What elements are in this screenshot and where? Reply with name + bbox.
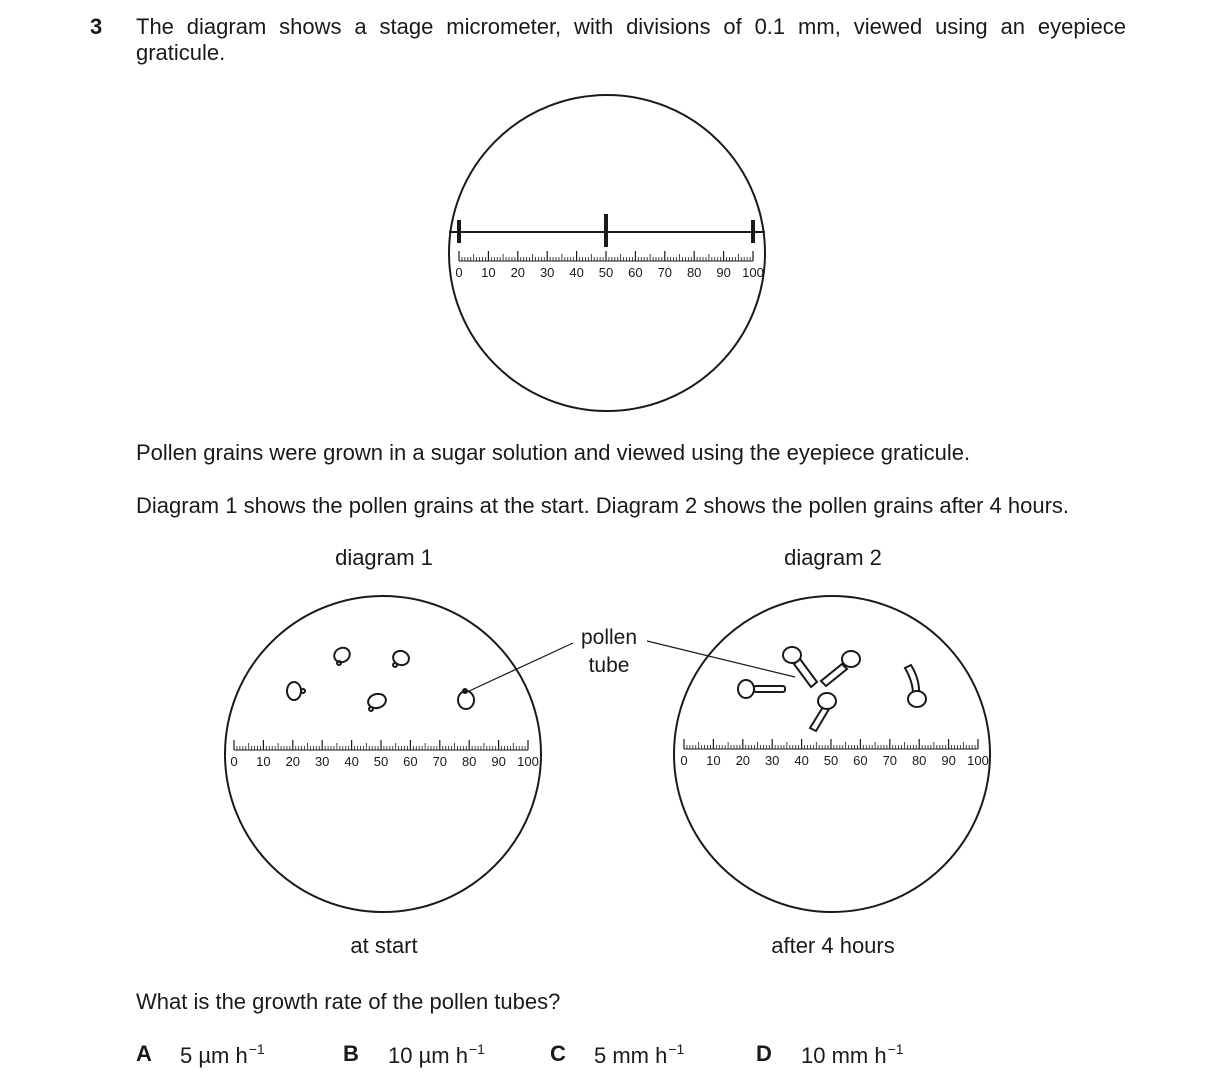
label-leader-line bbox=[467, 643, 573, 692]
eyepiece-graticule-diagram-2 bbox=[680, 739, 988, 768]
graticule-tick-label: 0 bbox=[455, 265, 463, 280]
graticule-tick-label: 90 bbox=[491, 754, 506, 769]
stage-micrometer-scale bbox=[449, 214, 765, 247]
graticule-tick-label: 70 bbox=[432, 754, 448, 769]
graticule-tick-label: 80 bbox=[686, 265, 702, 280]
graticule-tick-label: 100 bbox=[517, 754, 539, 769]
graticule-tick-label: 30 bbox=[764, 753, 780, 768]
option-a-value[interactable]: 5 µm $h^{-1}$ bbox=[180, 1041, 265, 1068]
question-number: 3 bbox=[90, 14, 103, 39]
label-leader-line bbox=[647, 641, 795, 677]
pollen-grain bbox=[908, 691, 926, 707]
field-of-view-top bbox=[449, 95, 765, 411]
graticule-tick-label: 0 bbox=[680, 753, 688, 768]
graticule-tick-label: 30 bbox=[314, 754, 330, 769]
graticule-tick-label: 40 bbox=[344, 754, 359, 769]
pollen-grains-start bbox=[287, 645, 474, 711]
graticule-tick-label: 10 bbox=[481, 265, 496, 280]
pollen-tube-label-line2: tube bbox=[588, 654, 630, 677]
pollen-tube bbox=[794, 659, 817, 687]
pollen-tube bbox=[754, 686, 785, 692]
graticule-tick-label: 10 bbox=[706, 753, 721, 768]
graticule-tick-label: 80 bbox=[461, 754, 477, 769]
pollen-grain bbox=[332, 645, 353, 665]
graticule-tick-label: 20 bbox=[285, 754, 301, 769]
option-d-value[interactable]: 10 mm $h^{-1}$ bbox=[801, 1041, 904, 1068]
option-c-value[interactable]: 5 mm $h^{-1}$ bbox=[594, 1041, 685, 1068]
pollen-tube bbox=[905, 665, 919, 694]
paragraph-2: Diagram 1 shows the pollen grains at the start. Diagram 2 shows the pollen grains after 4 hours. bbox=[136, 493, 1070, 518]
graticule-tick-label: 40 bbox=[794, 753, 809, 768]
pollen-tube bbox=[821, 664, 847, 686]
graticule-tick-label: 50 bbox=[823, 753, 839, 768]
question-prompt: What is the growth rate of the pollen tubes? bbox=[136, 989, 561, 1014]
paragraph-1: Pollen grains were grown in a sugar solution and viewed using the eyepiece graticule. bbox=[136, 440, 971, 465]
pollen-grain bbox=[738, 680, 754, 698]
graticule-tick-label: 60 bbox=[403, 754, 418, 769]
graticule-tick-label: 40 bbox=[569, 265, 584, 280]
pollen-grain bbox=[818, 693, 836, 709]
graticule-tick-label: 10 bbox=[256, 754, 271, 769]
graticule-tick-label: 70 bbox=[882, 753, 898, 768]
graticule-tick-label: 80 bbox=[911, 753, 927, 768]
graticule-tick-label: 20 bbox=[735, 753, 751, 768]
graticule-tick-label: 100 bbox=[967, 753, 989, 768]
pollen-tube-label-line1: pollen bbox=[580, 626, 638, 649]
graticule-tick-label: 50 bbox=[598, 265, 614, 280]
diagram-2-caption: after 4 hours bbox=[771, 933, 895, 958]
graticule-tick-label: 0 bbox=[230, 754, 238, 769]
graticule-tick-label: 20 bbox=[510, 265, 526, 280]
option-c-letter[interactable]: C bbox=[550, 1041, 566, 1066]
graticule-tick-label: 30 bbox=[539, 265, 555, 280]
diagram-2-title: diagram 2 bbox=[784, 545, 882, 570]
graticule-tick-label: 60 bbox=[853, 753, 868, 768]
pollen-grains-after bbox=[738, 647, 926, 731]
graticule-tick-label: 60 bbox=[628, 265, 643, 280]
graticule-tick-label: 90 bbox=[941, 753, 956, 768]
graticule-tick-label: 70 bbox=[657, 265, 673, 280]
pollen-grain bbox=[842, 651, 860, 667]
option-b-letter[interactable]: B bbox=[343, 1041, 359, 1066]
eyepiece-graticule-top bbox=[455, 251, 763, 280]
diagram-1-caption: at start bbox=[350, 933, 418, 958]
option-d-letter[interactable]: D bbox=[756, 1041, 772, 1066]
diagram-1-title: diagram 1 bbox=[335, 545, 433, 570]
graticule-tick-label: 50 bbox=[373, 754, 389, 769]
graticule-tick-label: 90 bbox=[716, 265, 731, 280]
question-stem: The diagram shows a stage micrometer, with divisions of 0.1 mm, viewed using an eyepiece graticule. bbox=[136, 14, 1126, 65]
option-a-letter[interactable]: A bbox=[136, 1041, 152, 1066]
eyepiece-graticule-diagram-1 bbox=[230, 740, 538, 769]
graticule-tick-label: 100 bbox=[742, 265, 764, 280]
pollen-grain bbox=[783, 647, 801, 663]
pollen-grain bbox=[287, 682, 301, 700]
option-b-value[interactable]: 10 µm $h^{-1}$ bbox=[388, 1041, 485, 1068]
pollen-tube bbox=[810, 707, 829, 731]
